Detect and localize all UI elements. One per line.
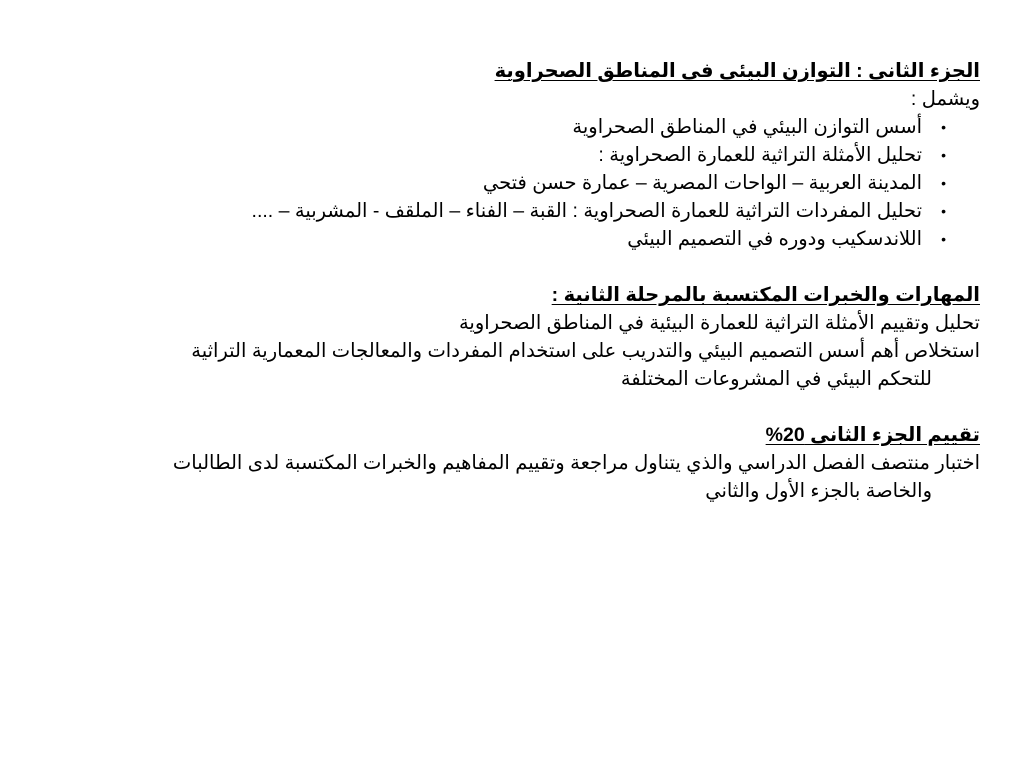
bullet-icon: • bbox=[941, 203, 946, 219]
list-item-text: أسس التوازن البيئي في المناطق الصحراوية bbox=[572, 116, 922, 138]
list-item bbox=[60, 225, 980, 253]
list-item bbox=[60, 113, 980, 141]
list-item bbox=[60, 169, 980, 197]
spacer bbox=[60, 393, 980, 421]
list-item-text: تحليل المفردات التراثية للعمارة الصحراوية : القبة – الفناء – الملقف - المشربية – .... bbox=[251, 200, 922, 222]
bullet-icon: • bbox=[941, 119, 946, 135]
section-heading-assessment: تقييم الجزء الثانى 20% bbox=[765, 424, 980, 446]
section-heading-skills: المهارات والخبرات المكتسبة بالمرحلة الثانية : bbox=[551, 284, 980, 306]
list-item-text: اللاندسكيب ودوره في التصميم البيئي bbox=[627, 228, 922, 250]
section-heading-part-two: الجزء الثانى : التوازن البيئى فى المناطق الصحراوية bbox=[494, 60, 980, 82]
assessment-paragraph bbox=[60, 449, 980, 505]
slide-content bbox=[60, 57, 980, 505]
list-item bbox=[60, 197, 980, 225]
assessment-line-continuation: والخاصة بالجزء الأول والثاني bbox=[705, 480, 932, 502]
bullet-icon: • bbox=[941, 175, 946, 191]
topics-list bbox=[60, 113, 980, 253]
bullet-icon: • bbox=[941, 231, 946, 247]
skills-line: تحليل وتقييم الأمثلة التراثية للعمارة البيئية في المناطق الصحراوية bbox=[458, 312, 980, 334]
list-item bbox=[60, 141, 980, 169]
list-item-text: المدينة العربية – الواحات المصرية – عمارة حسن فتحي bbox=[482, 172, 922, 194]
assessment-line: اختبار منتصف الفصل الدراسي والذي يتناول مراجعة وتقييم المفاهيم والخبرات المكتسبة لدى الطالبات bbox=[172, 452, 980, 474]
skills-line: استخلاص أهم أسس التصميم البيئي والتدريب على استخدام المفردات والمعالجات المعمارية التراثية bbox=[191, 340, 980, 362]
spacer bbox=[60, 253, 980, 281]
bullet-icon: • bbox=[941, 147, 946, 163]
skills-paragraph bbox=[60, 337, 980, 393]
includes-label: ويشمل : bbox=[910, 88, 980, 110]
list-item-text: تحليل الأمثلة التراثية للعمارة الصحراوية : bbox=[598, 144, 922, 166]
skills-line-continuation: للتحكم البيئي في المشروعات المختلفة bbox=[620, 368, 932, 390]
